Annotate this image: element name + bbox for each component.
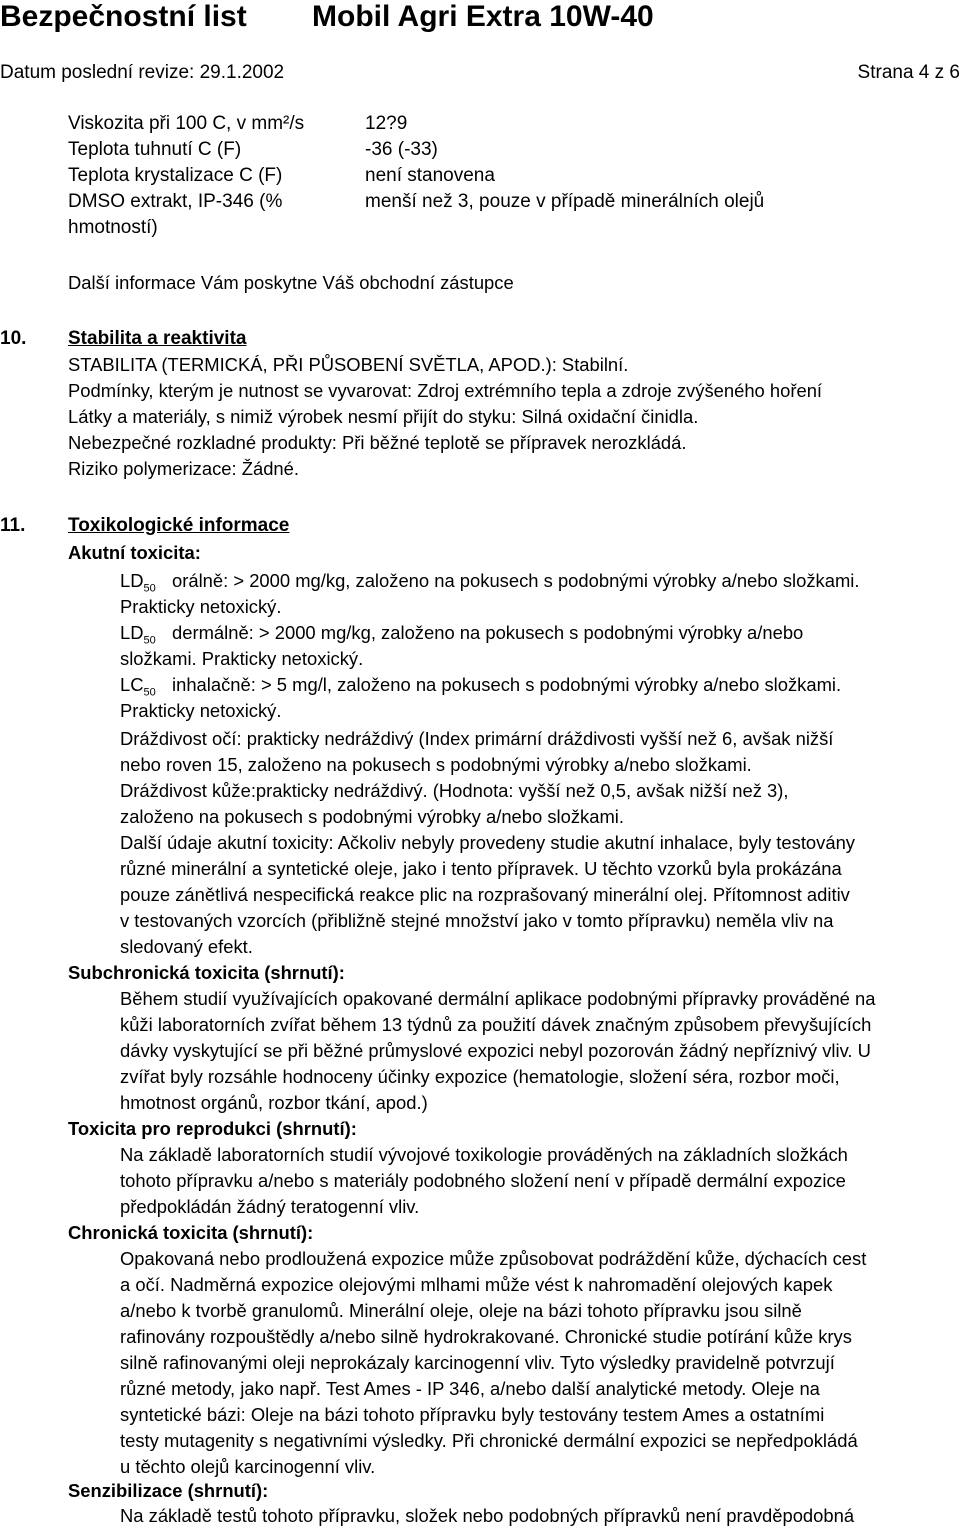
acute-other-line: Další údaje akutní toxicity: Ačkoliv nebyly provedeny studie akutní inhalace, byly testovány <box>120 832 856 853</box>
acute-toxicity-heading: Akutní toxicita: <box>68 542 201 563</box>
incompatible-line: Látky a materiály, s nimiž výrobek nesmí přijít do styku: Silná oxidační činidla. <box>68 406 699 427</box>
property-key: Teplota krystalizace C (F) <box>68 165 283 186</box>
section-number: 11. <box>0 515 26 536</box>
ld50-dermal-note: složkami. Prakticky netoxický. <box>120 648 364 669</box>
reproduction-heading: Toxicita pro reprodukci (shrnutí): <box>68 1118 357 1139</box>
subchronic-heading: Subchronická toxicita (shrnutí): <box>68 962 345 983</box>
eye-irritation-line: nebo roven 15, založeno na pokusech s podobnými výrobky a/nebo složkami. <box>120 754 752 775</box>
subchronic-line: Během studií využívajících opakované dermální aplikace podobnými přípravky prováděné na <box>120 988 876 1009</box>
ld50-label: $LD_{50}$ <box>120 570 156 595</box>
acute-other-line: sledovaný efekt. <box>120 936 253 957</box>
decomposition-line: Nebezpečné rozkladné produkty: Při běžné teplotě se přípravek nerozkládá. <box>68 432 687 453</box>
acute-other-line: různé minerální a syntetické oleje, jako i tento přípravek. U těchto vzorků byla prokázána <box>120 858 842 879</box>
product-name: Mobil Agri Extra 10W-40 <box>312 0 654 33</box>
chronic-line: testy mutagenity s negativními výsledky. Při chronické dermální expozici se nepředpokládá <box>120 1430 858 1451</box>
lc50-inhal-note: Prakticky netoxický. <box>120 700 282 721</box>
acute-other-line: pouze zánětlivá nespecifická reakce plic na rozprašovaný minerální olej. Přítomnost aditiv <box>120 884 850 905</box>
polymerization-line: Riziko polymerizace: Žádné. <box>68 458 299 479</box>
property-key: Viskozita při 100 C, v mm²/s <box>68 113 305 134</box>
sensitization-heading: Senzibilizace (shrnutí): <box>68 1480 269 1501</box>
chronic-line: Opakovaná nebo prodloužená expozice může způsobovat podráždění kůže, dýchacích cest <box>120 1248 867 1269</box>
stability-line: STABILITA (TERMICKÁ, PŘI PŮSOBENÍ SVĚTLA, APOD.): Stabilní. <box>68 354 629 375</box>
ld50-oral-text: orálně: > 2000 mg/kg, založeno na pokusech s podobnými výrobky a/nebo složkami. <box>172 570 860 591</box>
skin-irritation-line: založeno na pokusech s podobnými výrobky a/nebo složkami. <box>120 806 624 827</box>
subchronic-line: hmotnost orgánů, rozbor tkání, apod.) <box>120 1092 428 1113</box>
chronic-line: a očí. Nadměrná expozice olejovými mlhami může vést k nahromadění olejových kapek <box>120 1274 833 1295</box>
chronic-line: rafinovány rozpouštědly a/nebo silně hydrokrakované. Chronické studie potírání kůže krys <box>120 1326 852 1347</box>
reproduction-line: tohoto přípravku a/nebo s materiály podobného složení není v případě dermální expozice <box>120 1170 846 1191</box>
section-number: 10. <box>0 328 27 349</box>
lc50-inhal-text: inhalačně: > 5 mg/l, založeno na pokusech s podobnými výrobky a/nebo složkami. <box>172 674 842 695</box>
chronic-line: syntetické bázi: Oleje na bázi tohoto přípravku byly testovány testem Ames a ostatními <box>120 1404 825 1425</box>
reproduction-line: předpokládán žádný teratogenní vliv. <box>120 1196 420 1217</box>
sensitization-line: Na základě testů tohoto přípravku, složek nebo podobných přípravků není pravděpodobná <box>120 1505 855 1526</box>
skin-irritation-line: Dráždivost kůže:prakticky nedráždivý. (Hodnota: vyšší než 0,5, avšak nižší než 3), <box>120 780 789 801</box>
title-left: Bezpečnostní list <box>0 0 247 33</box>
page-number: Strana 4 z 6 <box>857 62 960 83</box>
property-value: není stanovena <box>365 165 495 186</box>
chronic-line: různé metody, jako např. Test Ames - IP 346, a/nebo další analytické metody. Oleje na <box>120 1378 820 1399</box>
section-title: Toxikologické informace <box>68 515 290 536</box>
chronic-line: u těchto olejů karcinogenní vliv. <box>120 1456 376 1477</box>
chronic-line: a/nebo k tvorbě granulomů. Minerální oleje, oleje na bázi tohoto přípravku jsou silně <box>120 1300 802 1321</box>
ld50-dermal-text: dermálně: > 2000 mg/kg, založeno na pokusech s podobnými výrobky a/nebo <box>172 622 804 643</box>
subchronic-line: zvířat byly rozsáhle hodnoceny účinky expozice (hematologie, složení séra, rozbor moči, <box>120 1066 840 1087</box>
reproduction-line: Na základě laboratorních studií vývojové toxikologie prováděných na základních složkách <box>120 1144 848 1165</box>
more-info-text: Další informace Vám poskytne Váš obchodní zástupce <box>68 272 514 293</box>
chronic-line: silně rafinovanými oleji neprokázaly karcinogenní vliv. Tyto výsledky pravidelně potvrzují <box>120 1352 835 1373</box>
ld50-oral-note: Prakticky netoxický. <box>120 596 282 617</box>
document-title <box>0 0 654 34</box>
eye-irritation-line: Dráždivost očí: prakticky nedráždivý (Index primární dráždivosti vyšší než 6, avšak nižší <box>120 728 834 749</box>
revision-date: Datum poslední revize: 29.1.2002 <box>0 62 285 83</box>
header-meta <box>0 62 960 84</box>
property-value: 12?9 <box>365 113 408 134</box>
ld50-label: $LD_{50}$ <box>120 622 156 647</box>
subchronic-line: kůži laboratorních zvířat během 13 týdnů za použití dávek značným způsobem převyšujících <box>120 1014 872 1035</box>
property-value: menší než 3, pouze v případě minerálních olejů <box>365 191 765 212</box>
conditions-line: Podmínky, kterým je nutnost se vyvarovat: Zdroj extrémního tepla a zdroje zvýšeného hoření <box>68 380 823 401</box>
chronic-heading: Chronická toxicita (shrnutí): <box>68 1222 314 1243</box>
acute-other-line: v testovaných vzorcích (přibližně stejné množství jako v tomto přípravku) neměla vliv na <box>120 910 834 931</box>
section-title: Stabilita a reaktivita <box>68 328 247 349</box>
subchronic-line: dávky vyskytující se při běžné průmyslové expozici nebyl pozorován žádný nepříznivý vliv. U <box>120 1040 871 1061</box>
property-key: Teplota tuhnutí C (F) <box>68 139 242 160</box>
property-value: -36 (-33) <box>365 139 438 160</box>
property-key: DMSO extrakt, IP-346 (% hmotností) <box>68 191 283 238</box>
lc50-label: $LC_{50}$ <box>120 674 156 699</box>
